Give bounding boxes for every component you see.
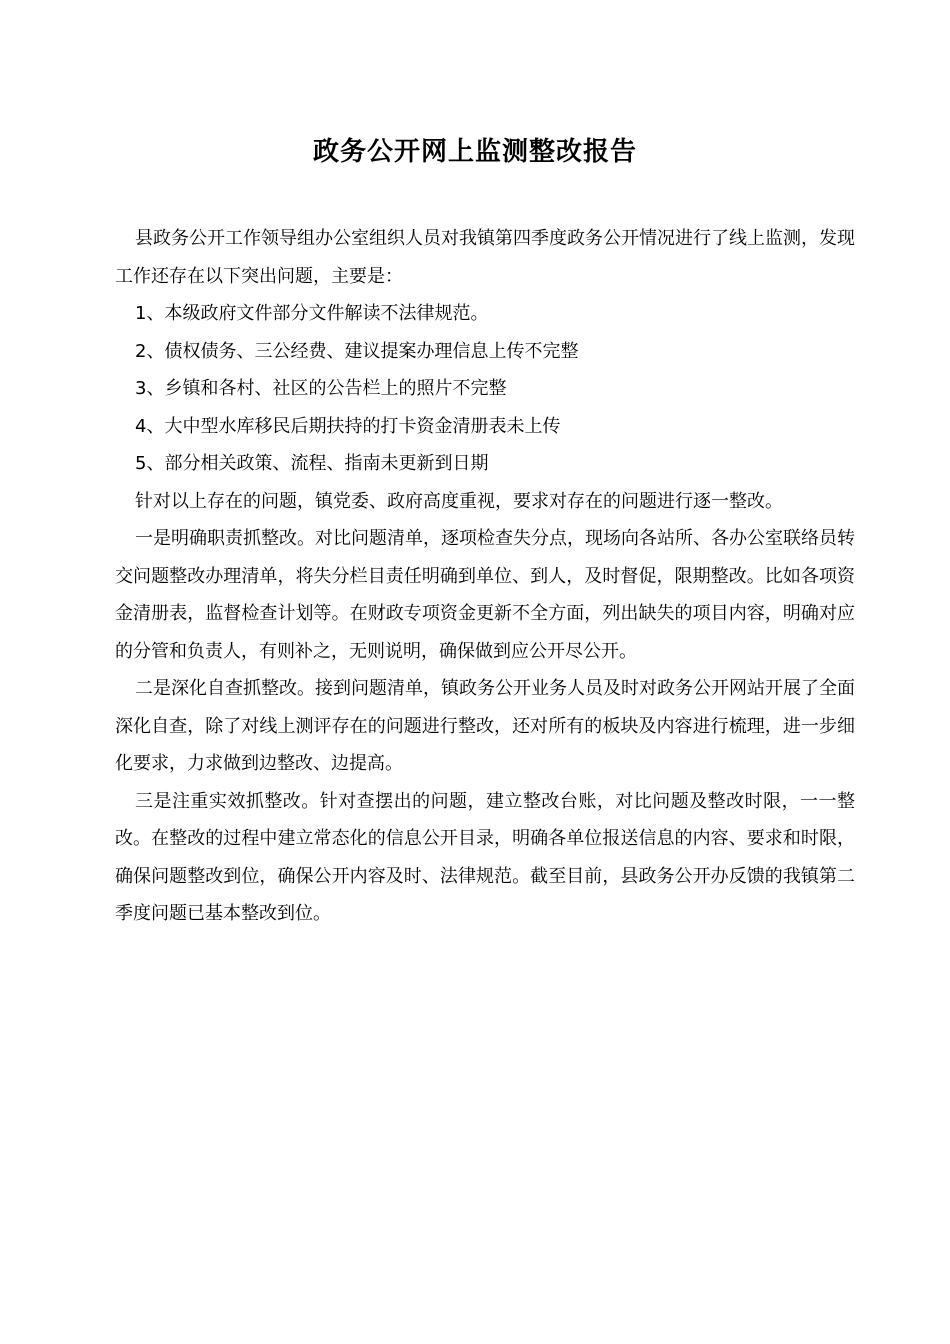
issue-item: 4、大中型水库移民后期扶持的打卡资金清册表未上传 (135, 415, 561, 437)
issue-item: 3、乡镇和各村、社区的公告栏上的照片不完整 (135, 378, 507, 399)
document-title: 政务公开网上监测整改报告 (312, 137, 637, 167)
response-paragraph: 针对以上存在的问题，镇党委、政府高度重视，要求对存在的问题进行逐一整改。 (135, 490, 783, 512)
measure-paragraph: 二是深化自查抓整改。接到问题清单，镇政务公开业务人员及时对政务公开网站开展了全面深化自查，除了对线上测评存在的问题进行整改，还对所有的板块及内容进行梳理，进一步细化要求，力求做到边整改、边提高。 (115, 678, 855, 774)
document-body (115, 220, 855, 933)
issue-item: 2、债权债务、三公经费、建议提案办理信息上传不完整 (135, 340, 579, 362)
issue-item: 5、部分相关政策、流程、指南未更新到日期 (135, 453, 489, 474)
measure-paragraph: 一是明确职责抓整改。对比问题清单，逐项检查失分点，现场向各站所、各办公室联络员转交问题整改办理清单，将失分栏目责任明确到单位、到人，及时督促，限期整改。比如各项资金清册表，监督检查计划等。在财政专项资金更新不全方面，列出缺失的项目内容，明确对应的分管和负责人，有则补之，无则说明，确保做到应公开尽公开。 (115, 528, 855, 662)
issue-item: 1、本级政府文件部分文件解读不法律规范。 (135, 303, 489, 324)
intro-paragraph: 县政务公开工作领导组办公室组织人员对我镇第四季度政务公开情况进行了线上监测，发现工作还存在以下突出问题，主要是： (115, 228, 855, 287)
measure-paragraph: 三是注重实效抓整改。针对查摆出的问题，建立整改台账，对比问题及整改时限，一一整改。在整改的过程中建立常态化的信息公开目录，明确各单位报送信息的内容、要求和时限，确保问题整改到位，确保公开内容及时、法律规范。截至目前，县政务公开办反馈的我镇第二季度问题已基本整改到位。 (115, 790, 855, 924)
